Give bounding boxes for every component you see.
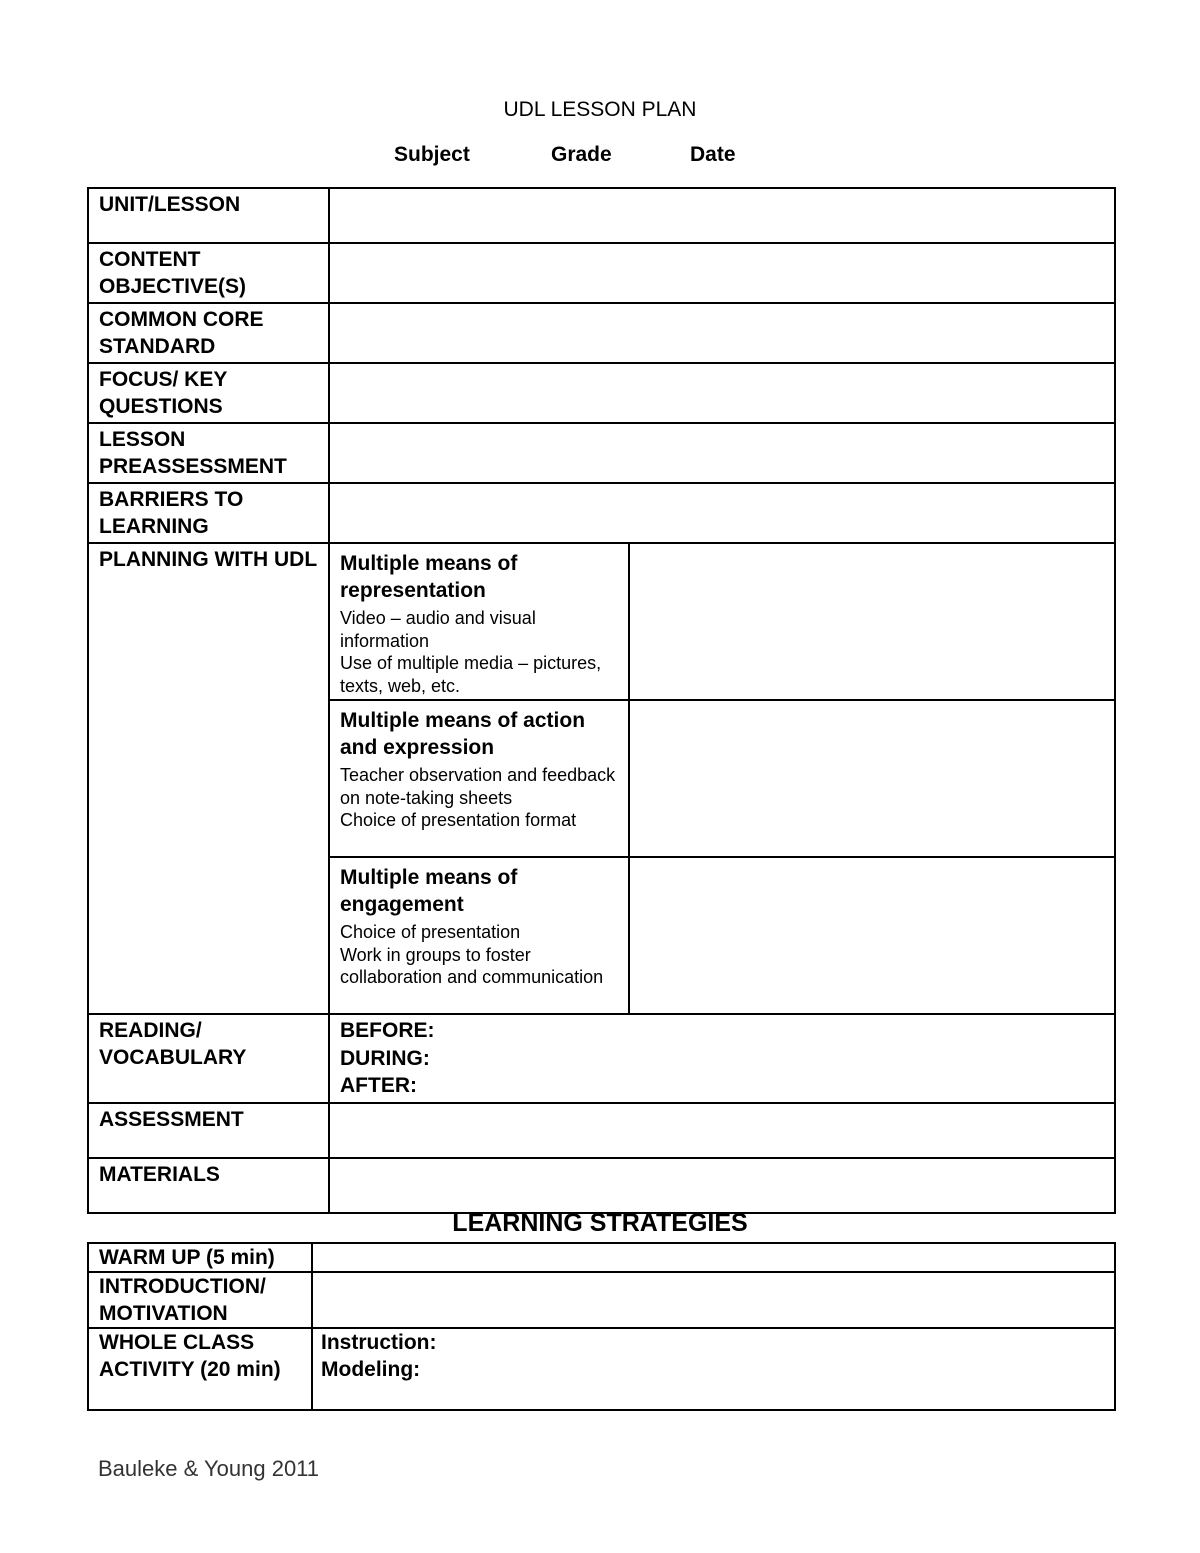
udl-heading: Multiple means of action and expression [340,709,586,759]
date-label: Date [690,143,736,166]
instruction-label: Instruction: [321,1331,437,1354]
udl-engagement-cell [329,857,629,1014]
udl-engagement-field[interactable] [629,857,1115,1014]
row-label-warm-up: WARM UP (5 min) [88,1243,312,1272]
assessment-field[interactable] [329,1103,1115,1158]
unit-field[interactable] [329,188,1115,243]
udl-detail-line: Use of multiple media – pictures, texts, web, etc. [340,653,602,696]
table-row [88,243,1115,303]
udl-detail [340,921,618,989]
footer-credit: Bauleke & Young 2011 [98,1456,320,1481]
table-row [88,483,1115,543]
udl-representation-field[interactable] [629,543,1115,700]
row-label-introduction: INTRODUCTION/ MOTIVATION [88,1272,312,1328]
content-objectives-field[interactable] [329,243,1115,303]
udl-representation-cell [329,543,629,700]
row-label-focus: FOCUS/ KEY QUESTIONS [88,363,329,423]
reading-during-label: DURING: [340,1046,430,1070]
row-label-reading: READING/ VOCABULARY [88,1014,329,1103]
udl-detail-line: Choice of presentation format [340,810,577,830]
table-row [88,1272,1115,1328]
table-row [88,543,1115,700]
row-label-whole-class: WHOLE CLASS ACTIVITY (20 min) [88,1328,312,1410]
udl-heading: Multiple means of representation [340,552,518,602]
table-row [88,1158,1115,1213]
row-label-barriers: BARRIERS TO LEARNING [88,483,329,543]
barriers-field[interactable] [329,483,1115,543]
reading-before-label: BEFORE: [340,1019,435,1042]
udl-detail-line: Work in groups to foster collaboration and communication [340,944,604,987]
learning-strategies-title: LEARNING STRATEGIES [452,1209,748,1237]
document-title: UDL LESSON PLAN [503,98,697,121]
materials-field[interactable] [329,1158,1115,1213]
udl-detail [340,764,618,832]
table-row [88,1328,1115,1410]
introduction-field[interactable] [312,1272,1115,1328]
reading-vocabulary-field[interactable] [329,1014,1115,1103]
whole-class-field[interactable] [312,1328,1115,1410]
udl-detail-line: Choice of presentation [340,922,521,942]
table-row [88,1103,1115,1158]
row-label-unit: UNIT/LESSON [88,188,329,243]
row-label-planning-udl: PLANNING WITH UDL [88,543,329,1014]
udl-detail-line: Teacher observation and feedback on note-taking sheets [340,765,616,808]
reading-after-label: AFTER: [340,1074,417,1097]
row-label-content-objectives: CONTENT OBJECTIVE(S) [88,243,329,303]
table-row [88,303,1115,363]
table-row [88,188,1115,243]
table-row [88,1243,1115,1272]
common-core-field[interactable] [329,303,1115,363]
udl-action-expression-cell [329,700,629,857]
udl-heading: Multiple means of engagement [340,866,518,916]
udl-detail-line: Video – audio and visual information [340,608,536,651]
table-row [88,1014,1115,1103]
grade-label: Grade [551,143,612,166]
subject-label: Subject [394,143,470,166]
learning-strategies-table [87,1242,1116,1411]
table-row [88,363,1115,423]
table-row [88,423,1115,483]
udl-detail [340,607,618,697]
warm-up-field[interactable] [312,1243,1115,1272]
modeling-label: Modeling: [321,1358,421,1381]
row-label-assessment: ASSESSMENT [88,1103,329,1158]
focus-questions-field[interactable] [329,363,1115,423]
udl-action-expression-field[interactable] [629,700,1115,857]
row-label-preassessment: LESSON PREASSESSMENT [88,423,329,483]
row-label-materials: MATERIALS [88,1158,329,1213]
preassessment-field[interactable] [329,423,1115,483]
lesson-plan-table [87,187,1116,1214]
row-label-common-core: COMMON CORE STANDARD [88,303,329,363]
